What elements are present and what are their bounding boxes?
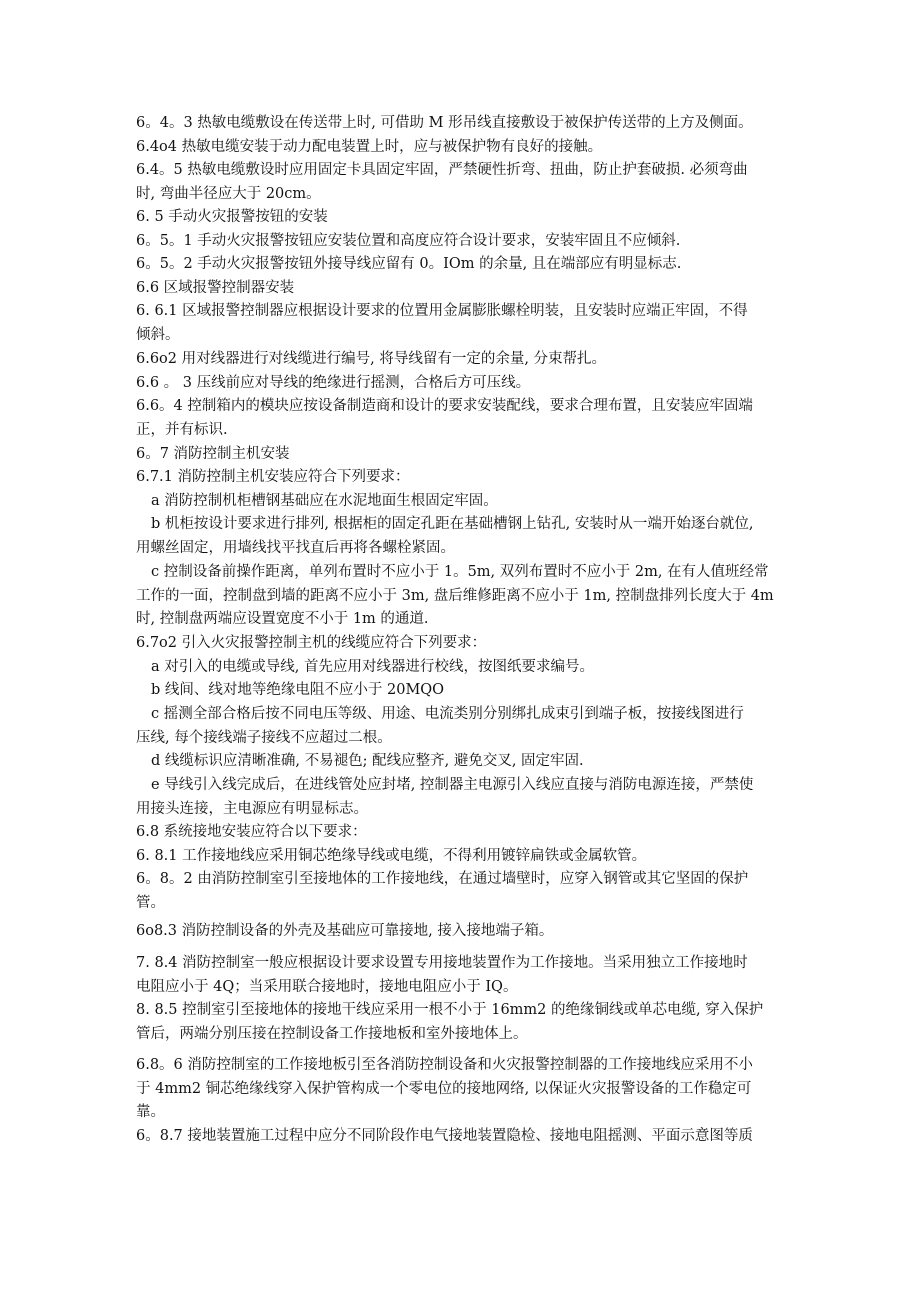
paragraph	[136, 159, 786, 206]
section-heading	[136, 443, 786, 467]
list-item	[136, 656, 786, 680]
text-line: 管后，两端分别压接在控制设备工作接地板和室外接地体上。	[136, 1025, 528, 1042]
text-line: c 摇测全部合格后按不同电压等级、用途、电流类别分别绑扎成束引到端子板，按接线图进行	[151, 706, 744, 722]
text-line: 6。8.7 接地装置施工过程中应分不同阶段作电气接地装置隐检、接地电阻摇测、平面示意图等质	[136, 1128, 753, 1144]
paragraph	[136, 230, 786, 254]
text-line: 用螺丝固定，用墙线找平找直后再将各螺栓紧固。	[136, 539, 455, 556]
text-line: 时, 弯曲半径应大于 20cm。	[136, 185, 321, 202]
text-line: 6.6。4 控制箱内的模块应按设备制造商和设计的要求安装配线，要求合理布置，且安装应牢固端	[136, 398, 753, 414]
section-heading	[136, 821, 786, 845]
text-line: 工作的一面，控制盘到墙的距离不应小于 3m, 盘后维修距离不应小于 1m, 控制盘排列长度大于 4m	[136, 587, 774, 604]
text-line: 压线, 每个接线端子接线不应超过二根。	[136, 729, 392, 746]
text-line: 6.7o2 引入火灾报警控制主机的线缆应符合下列要求：	[136, 635, 487, 651]
text-line: 6。5。2 手动火灾报警按钮外接导线应留有 0。IOm 的余量, 且在端部应有明显标志.	[136, 256, 682, 272]
paragraph	[136, 868, 786, 915]
paragraph	[136, 1125, 786, 1149]
text-line: 6.6o2 用对线器进行对线缆进行编号, 将导线留有一定的余量, 分束帮扎。	[136, 351, 607, 367]
paragraph	[136, 253, 786, 277]
text-line: 6.6 。 3 压线前应对导线的绝缘进行摇测，合格后方可压线。	[136, 375, 531, 391]
text-line: 6。7 消防控制主机安装	[136, 446, 290, 462]
paragraph	[136, 348, 786, 372]
list-item	[136, 703, 786, 750]
text-line: 正，并有标识.	[136, 421, 228, 438]
paragraph	[136, 1054, 786, 1125]
text-line: 电阻应小于 4Q；当采用联合接地时，接地电阻应小于 IQ。	[136, 978, 518, 995]
paragraph	[136, 952, 786, 999]
text-line: 8. 8.5 控制室引至接地体的接地干线应采用一根不小于 16mm2 的绝缘铜线或单芯电缆, 穿入保护	[136, 1002, 764, 1018]
list-item	[136, 513, 786, 560]
list-item	[136, 750, 786, 774]
text-line: 6.4。5 热敏电缆敷设时应用固定卡具固定牢固，严禁硬性折弯、扭曲，防止护套破损. 必须弯曲	[136, 162, 748, 178]
text-line: 6. 6.1 区域报警控制器应根据设计要求的位置用金属膨胀螺栓明装，且安装时应端正牢固，不得	[136, 303, 748, 319]
text-line: 6.6 区域报警控制器安装	[136, 280, 295, 296]
text-line: 靠。	[136, 1104, 165, 1120]
paragraph	[136, 845, 786, 869]
text-line: 6。5。1 手动火灾报警按钮应安装位置和高度应符合设计要求，安装牢固且不应倾斜.	[136, 233, 681, 249]
paragraph	[136, 920, 786, 944]
text-line: 用接头连接，主电源应有明显标志。	[136, 800, 368, 817]
text-line: 6.4o4 热敏电缆安装于动力配电装置上时，应与被保护物有良好的接触。	[136, 139, 603, 155]
paragraph	[136, 136, 786, 160]
paragraph	[136, 999, 786, 1046]
paragraph	[136, 112, 786, 136]
paragraph	[136, 466, 786, 490]
text-line: a 对引入的电缆或导线, 首先应用对线器进行校线，按图纸要求编号。	[151, 659, 594, 675]
text-line: 6. 8.1 工作接地线应采用铜芯绝缘导线或电缆，不得利用镀锌扁铁或金属软管。	[136, 848, 647, 864]
text-line: b 线间、线对地等绝缘电阻不应小于 20MQO	[151, 682, 445, 698]
text-line: 倾斜。	[136, 326, 180, 343]
paragraph	[136, 632, 786, 656]
text-line: e 导线引入线完成后，在进线管处应封堵, 控制器主电源引入线应直接与消防电源连接，严禁使	[151, 777, 754, 793]
text-line: 7. 8.4 消防控制室一般应根据设计要求设置专用接地装置作为工作接地。当采用独立工作接地时	[136, 955, 748, 971]
text-line: 6。4。3 热敏电缆敷设在传送带上时, 可借助 M 形吊线直接敷设于被保护传送带的上方及侧面。	[136, 115, 753, 131]
list-item	[136, 679, 786, 703]
text-line: 6.8。6 消防控制室的工作接地板引至各消防控制设备和火灾报警控制器的工作接地线应采用不小	[136, 1057, 753, 1073]
text-line: 6。8。2 由消防控制室引至接地体的工作接地线，在通过墙壁时，应穿入钢管或其它坚固的保护	[136, 871, 749, 887]
text-line: a 消防控制机柜槽钢基础应在水泥地面生根固定牢固。	[151, 493, 498, 509]
section-heading	[136, 206, 786, 230]
paragraph	[136, 372, 786, 396]
text-line: c 控制设备前操作距离，单列布置时不应小于 1。5m, 双列布置时不应小于 2m, 在有人值班经常	[151, 564, 769, 580]
text-line: 时, 控制盘两端应设置宽度不小于 1m 的通道.	[136, 611, 429, 627]
paragraph	[136, 395, 786, 442]
text-line: b 机柜按设计要求进行排列, 根据柜的固定孔距在基础槽钢上钻孔, 安装时从一端开始逐台就位,	[151, 516, 754, 532]
text-line: 6. 5 手动火灾报警按钮的安装	[136, 209, 328, 225]
list-item	[136, 774, 786, 821]
text-line: 管。	[136, 894, 165, 911]
text-line: 于 4mm2 铜芯绝缘线穿入保护管构成一个零电位的接地网络, 以保证火灾报警设备的工作稳定可	[136, 1080, 752, 1097]
text-line: 6o8.3 消防控制设备的外壳及基础应可靠接地, 接入接地端子箱。	[136, 923, 554, 939]
section-heading	[136, 277, 786, 301]
list-item	[136, 490, 786, 514]
text-line: 6.7.1 消防控制主机安装应符合下列要求：	[136, 469, 410, 485]
text-line: 6.8 系统接地安装应符合以下要求：	[136, 824, 367, 840]
list-item	[136, 561, 786, 632]
paragraph	[136, 300, 786, 347]
text-line: d 线缆标识应清晰准确, 不易褪色; 配线应整齐, 避免交叉, 固定牢固.	[151, 753, 584, 769]
